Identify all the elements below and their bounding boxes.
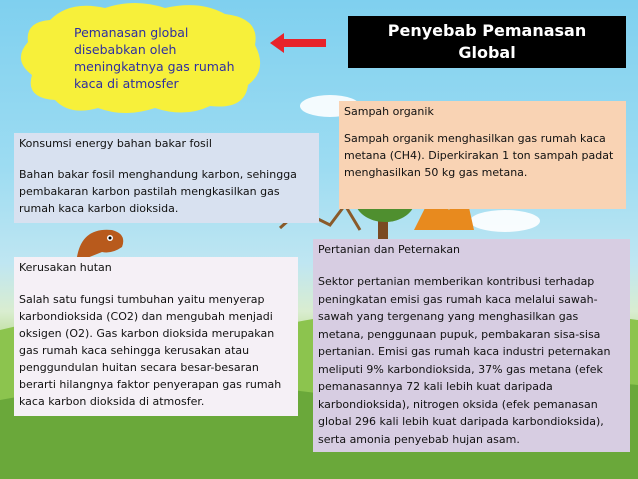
card-sampah-organik bbox=[339, 101, 626, 209]
card-konsumsi-energi bbox=[14, 133, 319, 223]
slide-title-line-2: Global bbox=[458, 43, 516, 62]
slide-title-line-1: Penyebab Pemanasan bbox=[387, 21, 587, 40]
slide-title bbox=[348, 16, 626, 68]
card-heading: Kerusakan hutan bbox=[19, 261, 112, 274]
card-heading: Sampah organik bbox=[344, 105, 434, 118]
card-body: Salah satu fungsi tumbuhan yaitu menyerap karbondioksida (CO2) dan mengubah menjadi oksigen (O2). Gas karbon dioksida merupakan gas rumah kaca sehingga kerusakan atau penggundulan huitan secara besar-besaran berarti hilangnya faktor penyerapan gas rumah kaca karbon dioksida di atmosfer. bbox=[19, 293, 282, 408]
card-heading: Konsumsi energy bahan bakar fosil bbox=[19, 137, 212, 150]
card-body: Bahan bakar fosil menghandung karbon, sehingga pembakaran karbon pastilah mengkasilkan gas rumah kaca karbon dioksida. bbox=[19, 168, 297, 215]
bubble-text: Pemanasan global disebabkan oleh meningkatnya gas rumah kaca di atmosfer bbox=[74, 25, 235, 91]
card-heading: Pertanian dan Peternakan bbox=[318, 243, 461, 256]
card-body: Sampah organik menghasilkan gas rumah kaca metana (CH4). Diperkirakan 1 ton sampah padat menghasilkan 50 kg gas metana. bbox=[344, 132, 614, 179]
card-body: Sektor pertanian memberikan kontribusi terhadap peningkatan emisi gas rumah kaca melalui sawah-sawah yang tergenang yang menghasilkan gas metana, penggunaan pupuk, pembakaran sisa-sisa pertanian. Emisi gas rumah kaca industri peternakan meliputi 9% karbondioksida, 37% gas metana (efek pemanasannya 72 kali lebih kuat daripada karbondioksida), nitrogen oksida (efek pemanasan global 296 kali lebih kuat daripada karbondioksida), serta amonia penyebab hujan asam. bbox=[318, 275, 611, 446]
left-arrow-icon bbox=[270, 33, 328, 53]
card-pertanian-peternakan bbox=[313, 239, 630, 452]
card-kerusakan-hutan bbox=[14, 257, 298, 416]
bird-illustration bbox=[72, 222, 132, 262]
